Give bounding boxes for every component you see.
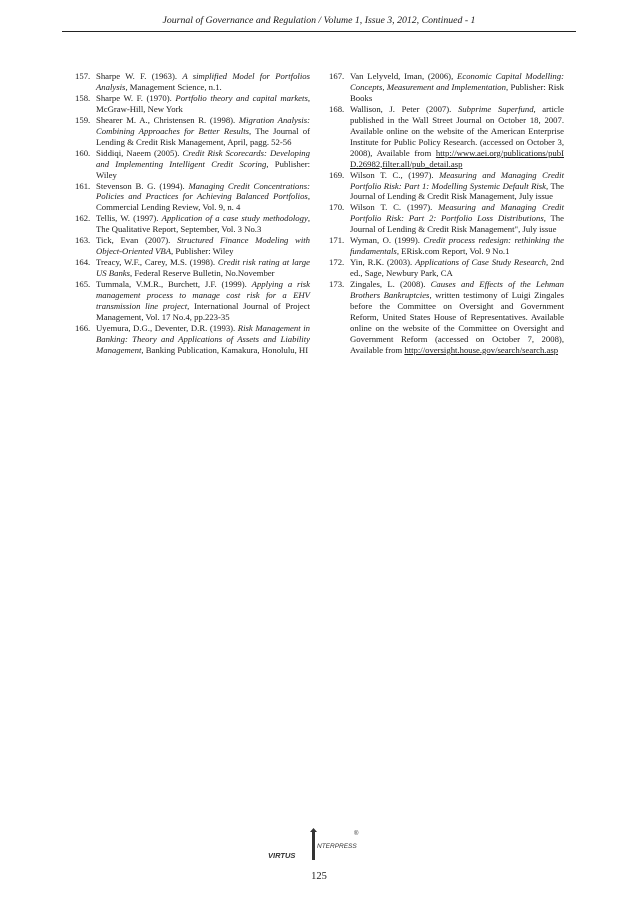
reference-item <box>75 93 310 115</box>
reference-number: 169. <box>329 169 345 180</box>
reference-source: , Publisher: Risk Books <box>350 81 564 103</box>
reference-title: Managing Credit Concentrations: Policies and Practices for Achieving Balanced Portfolios <box>96 180 310 202</box>
right-column <box>329 71 564 356</box>
registered-mark: ® <box>354 831 359 837</box>
reference-title: A simplified Model for Portfolios Analysis <box>96 71 310 92</box>
page-number: 125 <box>311 871 327 882</box>
reference-item <box>329 170 564 203</box>
reference-item <box>329 257 564 279</box>
reference-number: 165. <box>75 279 91 290</box>
reference-source: , Federal Reserve Bulletin, No.November <box>130 268 275 279</box>
reference-item <box>75 213 310 235</box>
reference-source: , Publisher: Wiley <box>171 246 234 257</box>
reference-number: 172. <box>329 257 345 268</box>
reference-source: , Management Science, n.1. <box>125 81 222 92</box>
reference-number: 161. <box>75 180 91 191</box>
reference-item <box>75 235 310 257</box>
reference-source: , International Journal of Project Management, Vol. 17 No.4, pp.223-35 <box>96 301 310 322</box>
reference-title: Credit risk rating at large US Banks <box>96 257 310 279</box>
reference-link[interactable]: http://oversight.house.gov/search/search.asp <box>404 344 559 355</box>
reference-title: Credit Risk Scorecards: Developing and Implementing Intelligent Credit Scoring <box>96 147 310 169</box>
reference-number: 167. <box>329 71 345 81</box>
reference-title: Applications of Case Study Research <box>415 257 546 268</box>
reference-title: Measuring and Managing Credit Portfolio Risk: Part 1: Modelling Systemic Default Risk <box>350 169 564 191</box>
reference-title: Structured Finance Modeling with Object-Oriented VBA <box>96 235 310 257</box>
reference-item <box>329 202 564 235</box>
reference-number: 160. <box>75 147 91 158</box>
reference-title: Application of a case study methodology <box>161 213 308 224</box>
running-header: Journal of Governance and Regulation / Volume 1, Issue 3, 2012, Continued - 1 <box>162 15 476 26</box>
publisher-logo <box>266 828 366 864</box>
reference-number: 164. <box>75 257 91 268</box>
reference-authors: Wilson T. C., (1997). <box>350 169 440 180</box>
reference-number: 159. <box>75 114 91 125</box>
reference-link[interactable]: http://www.aei.org/publications/pubID.26982,filter.all/pub_detail.asp <box>350 147 564 169</box>
reference-item <box>75 71 310 93</box>
reference-source: , The Journal of Lending & Credit Risk Management", July issue <box>350 213 564 235</box>
reference-authors: Wyman, O. (1999). <box>350 235 424 246</box>
reference-authors: Sharpe W. F. (1963). <box>96 71 183 81</box>
reference-title: Measuring and Managing Credit Portfolio Risk: Part 2: Portfolio Loss Distributions <box>350 202 564 224</box>
reference-source: , Banking Publication, Kamakura, Honolulu, HI <box>141 344 309 355</box>
reference-item <box>75 257 310 279</box>
reference-authors: Sharpe W. F. (1970). <box>96 92 176 103</box>
reference-item <box>329 104 564 170</box>
reference-item <box>329 71 564 104</box>
reference-item <box>75 279 310 323</box>
reference-source: , Publisher: Wiley <box>96 158 310 180</box>
reference-authors: Wilson T. C. (1997). <box>350 202 439 213</box>
reference-authors: Tummala, V.M.R., Burchett, J.F. (1999). <box>96 279 252 290</box>
reference-title: Causes and Effects of the Lehman Brothers Bankruptcies <box>350 279 564 301</box>
reference-authors: Treacy, W.F., Carey, M.S. (1998). <box>96 257 218 268</box>
reference-number: 173. <box>329 279 345 290</box>
reference-title: Credit process redesign: rethinking the fundamentals <box>350 235 564 257</box>
reference-authors: Wallison, J. Peter (2007). <box>350 103 458 114</box>
reference-source: , The Journal of Lending & Credit Risk Management, April, pagg. 52-56 <box>96 125 311 147</box>
reference-authors: Yin, R.K. (2003). <box>350 257 416 268</box>
reference-title: Subprime Superfund <box>457 103 534 114</box>
reference-authors: Tick, Evan (2007). <box>96 235 177 246</box>
header-rule <box>62 31 576 32</box>
reference-source: , The Qualitative Report, September, Vol. 3 No.3 <box>96 213 310 235</box>
logo-text-right: NTERPRESS <box>317 843 357 850</box>
reference-item <box>75 323 310 356</box>
reference-number: 162. <box>75 213 91 224</box>
reference-title: Applying a risk management process to manage cost risk for a EHV transmission line project <box>96 279 310 312</box>
reference-source: , Commercial Lending Review, Vol. 9, n. 4 <box>96 191 310 213</box>
reference-item <box>75 148 310 181</box>
reference-title: Economic Capital Modelling: Concepts, Measurement and Implementation <box>350 71 564 92</box>
reference-authors: Stevenson B. G. (1994). <box>96 180 189 191</box>
reference-title: Migration Analysis: Combining Approaches for Better Results <box>96 114 310 136</box>
reference-item <box>329 279 564 356</box>
reference-item <box>75 181 310 214</box>
reference-authors: Zingales, L. (2008). <box>350 279 431 290</box>
reference-source: , The Journal of Lending & Credit Risk Management, July issue <box>350 180 564 202</box>
reference-title: Portfolio theory and capital markets <box>175 92 308 103</box>
reference-authors: Shearer M. A., Christensen R. (1998). <box>96 114 239 125</box>
reference-source: , McGraw-Hill, New York <box>96 92 310 114</box>
reference-authors: Uyemura, D.G., Deventer, D.R. (1993). <box>96 322 238 333</box>
reference-number: 168. <box>329 103 345 114</box>
logo-text-left: VIRTUS <box>268 851 296 860</box>
reference-number: 163. <box>75 235 91 246</box>
reference-item <box>329 235 564 257</box>
reference-item <box>75 115 310 148</box>
reference-number: 166. <box>75 322 91 333</box>
reference-number: 171. <box>329 235 345 246</box>
reference-source: , article published in the Wall Street Journal on October 18, 2007. Available online on the website of the American Enterprise Institute for Public Policy Research. (accessed on October 3, 2008), Available from <box>350 103 565 158</box>
reference-authors: Siddiqi, Naeem (2005). <box>96 147 183 158</box>
reference-source: , written testimony of Luigi Zingales before the Committee on Oversight and Government Reform, United States House of Representatives. Available online on the website of the Committee on Oversight and Government Reform (accessed on October 7, 2008), Available from <box>350 290 564 355</box>
reference-source: , 2nd ed., Sage, Newbury Park, CA <box>350 257 565 279</box>
reference-number: 158. <box>75 92 91 103</box>
reference-source: , ERisk.com Report, Vol. 9 No.1 <box>396 246 510 257</box>
left-column <box>75 71 310 356</box>
reference-title: Risk Management in Banking: Theory and Applications of Assets and Liability Management <box>96 322 310 355</box>
reference-number: 170. <box>329 202 345 213</box>
reference-number: 157. <box>75 71 91 81</box>
reference-authors: Van Lelyveld, Iman, (2006), <box>350 71 458 81</box>
reference-authors: Tellis, W. (1997). <box>96 213 162 224</box>
